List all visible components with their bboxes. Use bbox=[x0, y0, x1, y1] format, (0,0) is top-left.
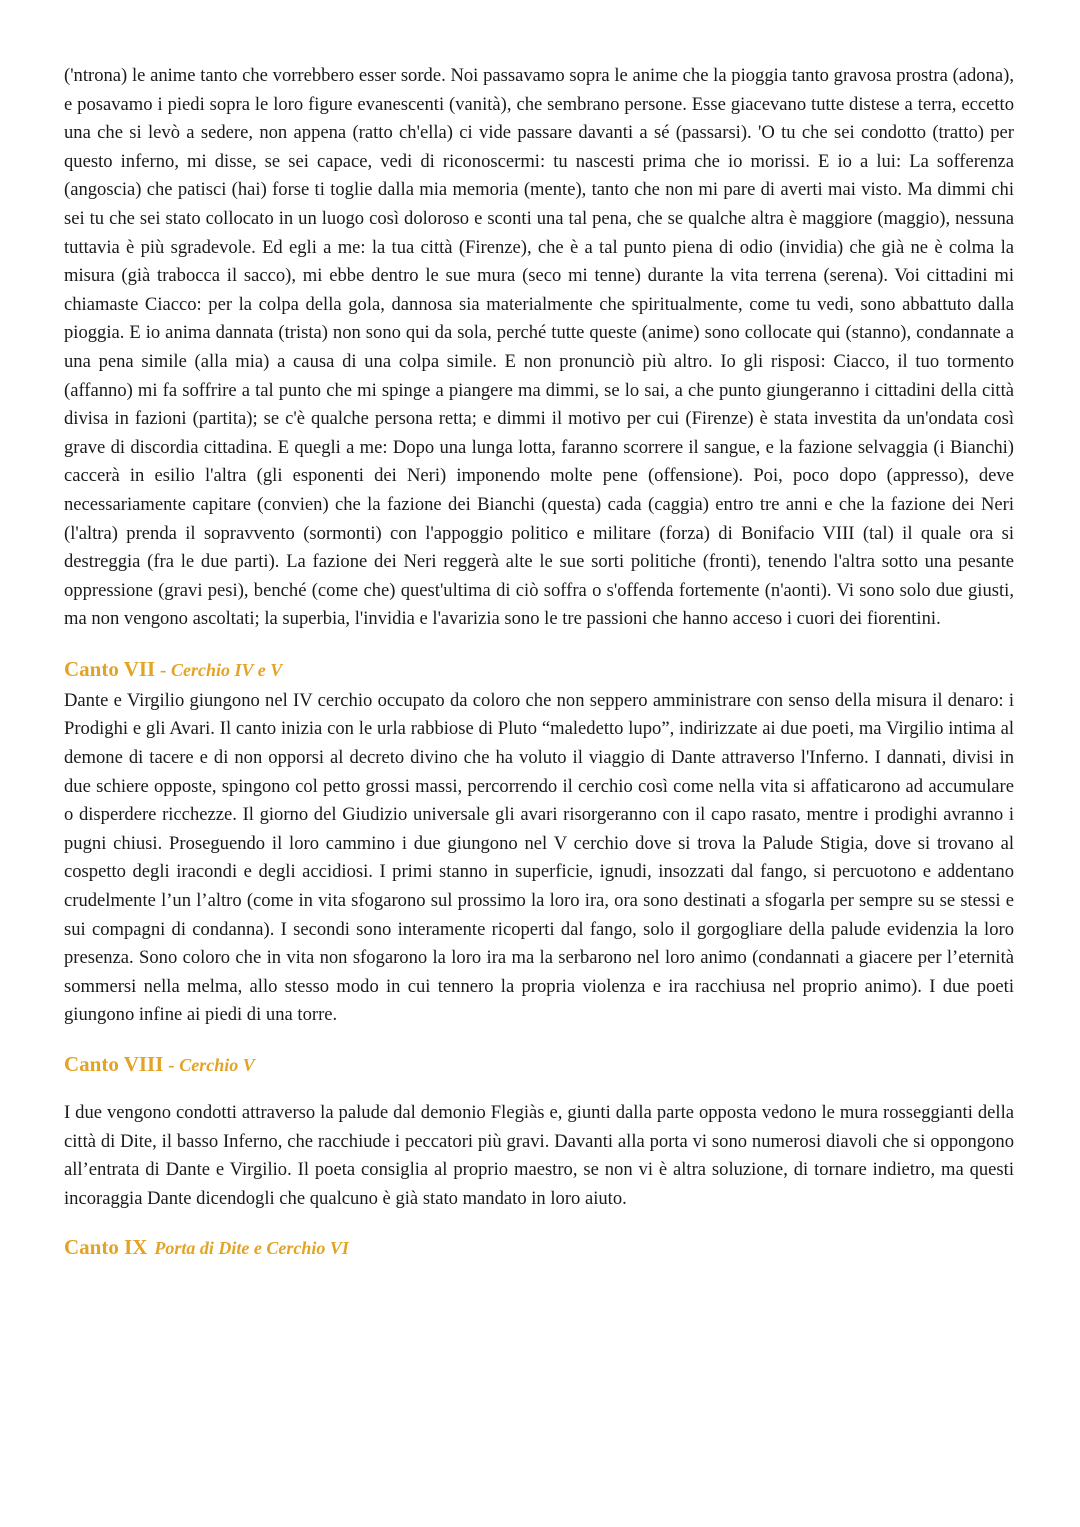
canto-viii-heading bbox=[64, 1049, 1014, 1080]
canto-ix-heading bbox=[64, 1232, 1014, 1262]
canto-vii-heading bbox=[64, 654, 1014, 685]
canto-ix-subtitle: Porta di Dite e Cerchio VI bbox=[154, 1238, 349, 1259]
canto-vii-paragraph: Dante e Virgilio giungono nel IV cerchio occupato da coloro che non seppero amministrare con senso della misura il denaro: i Prodighi e gli Avari. Il canto inizia con le urla rabbiose di Pluto “maledetto lupo”, indirizzate ai due poeti, ma Virgilio intima al demone di tacere e di non opporsi al decreto divino che ha voluto il viaggio di Dante attraverso l'Inferno. I dannati, divisi in due schiere opposte, spingono col petto grossi massi, percorrendo il cerchio così come nella vita si affaticarono ad accumulare o disperdere ricchezze. Il giorno del Giudizio universale gli avari risorgeranno con il capo rasato, mentre i prodighi avranno i pugni chiusi. Proseguendo il loro cammino i due giungono nel V cerchio dove si trova la Palude Stigia, dove si trovano al cospetto degli iracondi e degli accidiosi. I primi stanno in superficie, ignudi, insozzati dal fango, si percuotono e addentano crudelmente l’un l’altro (come in vita sfogarono sul prossimo la loro ira, ora sono destinati a sfogarla per sempre su se stessi e sui compagni di condanna). I secondi sono interamente ricoperti dal fango, solo il gorgogliare della palude evidenzia la loro presenza. Sono coloro che in vita non sfogarono la loro ira ma la serbarono nel loro animo (condannati a giacere per l’eternità sommersi nella melma, allo stesso modo in cui tennero la propria violenza e ira racchiusa nel proprio animo). I due poeti giungono infine ai piedi di una torre. bbox=[64, 689, 1014, 1026]
canto-viii-separator: - bbox=[163, 1055, 180, 1076]
canto-ix-title: Canto IX bbox=[64, 1235, 148, 1260]
canto-vii-title: Canto VII bbox=[64, 656, 156, 681]
intro-paragraph: ('ntrona) le anime tanto che vorrebbero esser sorde. Noi passavamo sopra le anime che la pioggia tanto gravosa prostra (adona), e posavamo i piedi sopra le loro figure evanescenti (vanità), che sembrano persone. Esse giacevano tutte distese a terra, eccetto una che si levò a sedere, non appena (ratto ch'ella) ci vide passare davanti a sé (passarsi). 'O tu che sei condotto (tratto) per questo inferno, mi disse, se sei capace, vedi di riconoscermi: tu nascesti prima che io morissi. E io a lui: La sofferenza (angoscia) che patisci (hai) forse ti toglie dalla mia memoria (mente), tanto che non mi pare di averti mai visto. Ma dimmi chi sei tu che sei stato collocato in un luogo così doloroso e sconti una tal pena, che se qualche altra è maggiore (maggio), nessuna tuttavia è più sgradevole. Ed egli a me: la tua città (Firenze), che è a tal punto piena di odio (invidia) che già ne è colma la misura (già trabocca il sacco), mi ebbe dentro le sue mura (seco mi tenne) durante la vita terrena (serena). Voi cittadini mi chiamaste Ciacco: per la colpa della gola, dannosa sia materialmente che spiritualmente, come tu vedi, sono abbattuto dalla pioggia. E io anima dannata (trista) non sono qui da sola, perché tutte queste (anime) sono collocate qui (stanno), condannate a una pena simile (alla mia) a causa di una colpa simile. E non pronunciò più altro. Io gli risposi: Ciacco, il tuo tormento (affanno) mi fa soffrire a tal punto che mi spinge a piangere ma dimmi, se lo sai, a che punto giungeranno i cittadini della città divisa in fazioni (partita); se c'è qualche persona retta; e dimmi il motivo per cui (Firenze) è stata investita da un'ondata così grave di discordia cittadina. E quegli a me: Dopo una lunga lotta, faranno scorrere il sangue, e la fazione selvaggia (i Bianchi) caccerà in esilio l'altra (gli esponenti dei Neri) imponendo molte pene (offensione). Poi, poco dopo (appresso), deve necessariamente capitare (convien) che la fazione dei Bianchi (questa) cada (caggia) entro tre anni e che la fazione dei Neri (l'altra) prenda il sopravvento (sormonti) con l'appoggio politico e militare (forza) di Bonifacio VIII (tal) il quale ora si destreggia (fra le due parti). La fazione dei Neri reggerà alte le sue sorti politiche (fronti), tenendo l'altra sotto una pesante oppressione (gravi pesi), benché (come che) quest'ultima di ciò soffra o s'offenda fortemente (n'aonti). Vi sono solo due giusti, ma non vengono ascoltati; la superbia, l'invidia e l'avarizia sono le tre passioni che hanno acceso i cuori dei fiorentini. bbox=[64, 65, 1014, 630]
canto-viii-paragraph: I due vengono condotti attraverso la palude dal demonio Flegiàs e, giunti dalla parte opposta vedono le mura rosseggianti della città di Dite, il basso Inferno, che racchiude i peccatori più gravi. Davanti alla porta vi sono numerosi diavoli che si oppongono all’entrata di Dante e Virgilio. Il poeta consiglia al proprio maestro, se non vi è altra soluzione, di tornare indietro, ma questi incoraggia Dante dicendogli che qualcuno è già stato mandato in loro aiuto. bbox=[64, 1102, 1014, 1209]
document-page bbox=[64, 62, 1014, 1262]
canto-viii-title: Canto VIII bbox=[64, 1052, 164, 1076]
canto-viii-subtitle: Cerchio V bbox=[179, 1055, 255, 1075]
canto-vii-separator: - bbox=[155, 659, 172, 681]
canto-vii-subtitle: Cerchio IV e V bbox=[171, 659, 283, 680]
